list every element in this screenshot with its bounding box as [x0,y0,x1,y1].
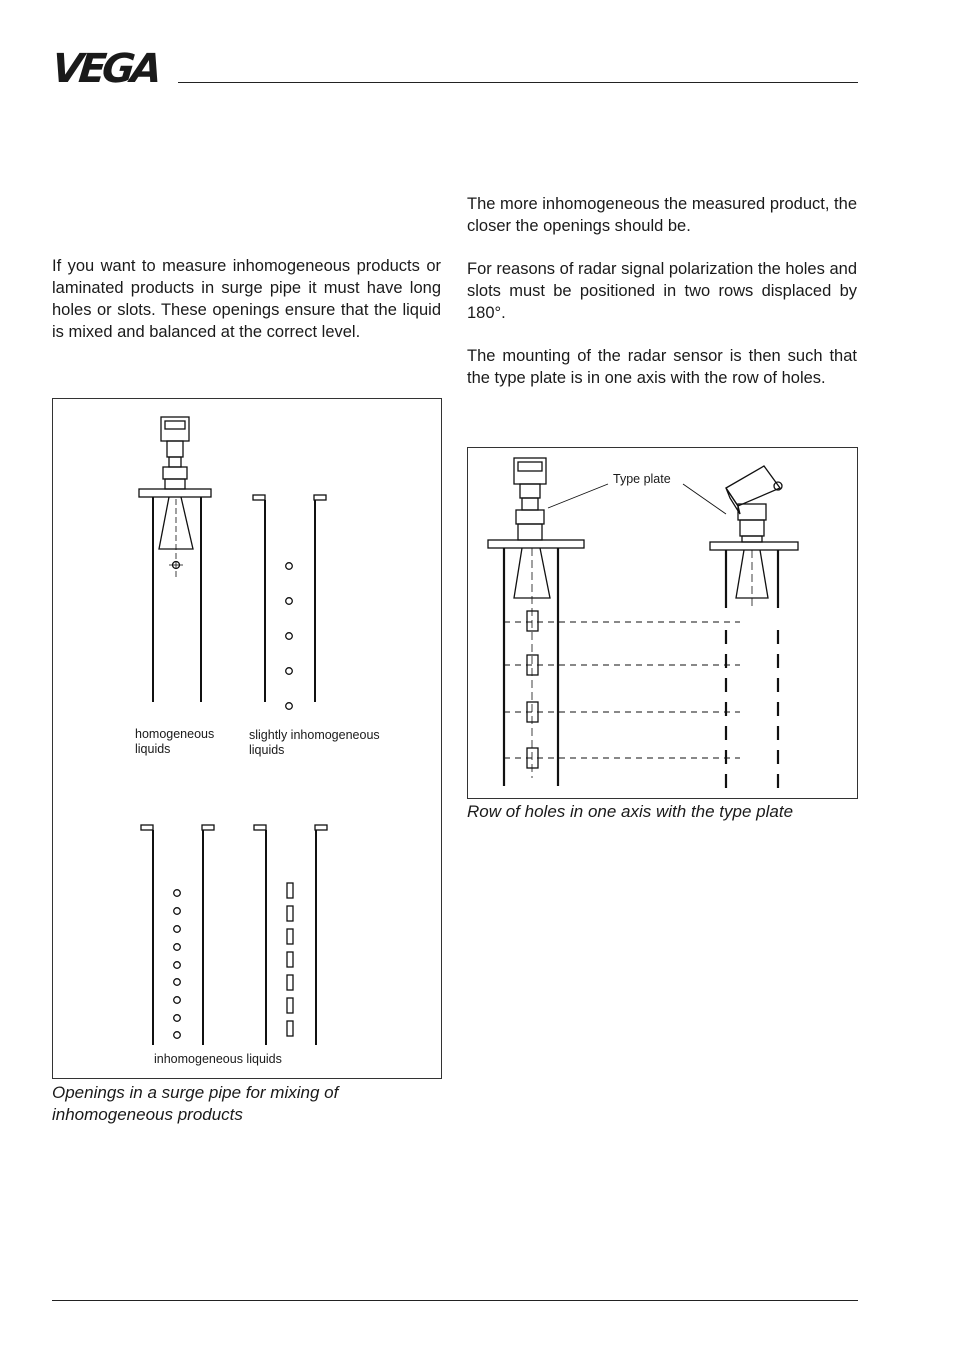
label-type-plate: Type plate [613,472,671,486]
label-homogeneous: homogeneous liquids [135,727,215,756]
header-rule [178,82,858,83]
label-slightly-inhomogeneous: slightly inhomogeneous liquids [249,728,380,757]
paragraph-openings: The more inhomogeneous the measured product, the closer the openings should be. [467,195,857,235]
footer-rule [52,1300,858,1301]
sensor-flange [139,489,211,497]
vega-logo [49,46,168,92]
paragraph-polarization: For reasons of radar signal polarization the holes and slots must be positioned in two rows displaced by 180°. [467,260,857,322]
figure-type-plate-alignment [467,447,858,799]
caption-type-plate: Row of holes in one axis with the type plate [467,802,794,821]
type-plate-diagram [468,448,857,798]
label-inhomogeneous: inhomogeneous liquids [154,1052,282,1066]
figure-surge-pipe-openings [52,398,442,1079]
logo-text: VEGA [49,46,161,92]
paragraph-mounting: The mounting of the radar sensor is then such that the type plate is in one axis with the row of holes. [467,347,857,387]
caption-surge-pipe: Openings in a surge pipe for mixing of inhomogeneous products [52,1083,339,1124]
intro-paragraph: If you want to measure inhomogeneous products or laminated products in surge pipe it must have long holes or slots. These openings ensure that the liquid is mixed and balanced at the correct level. [52,257,441,341]
